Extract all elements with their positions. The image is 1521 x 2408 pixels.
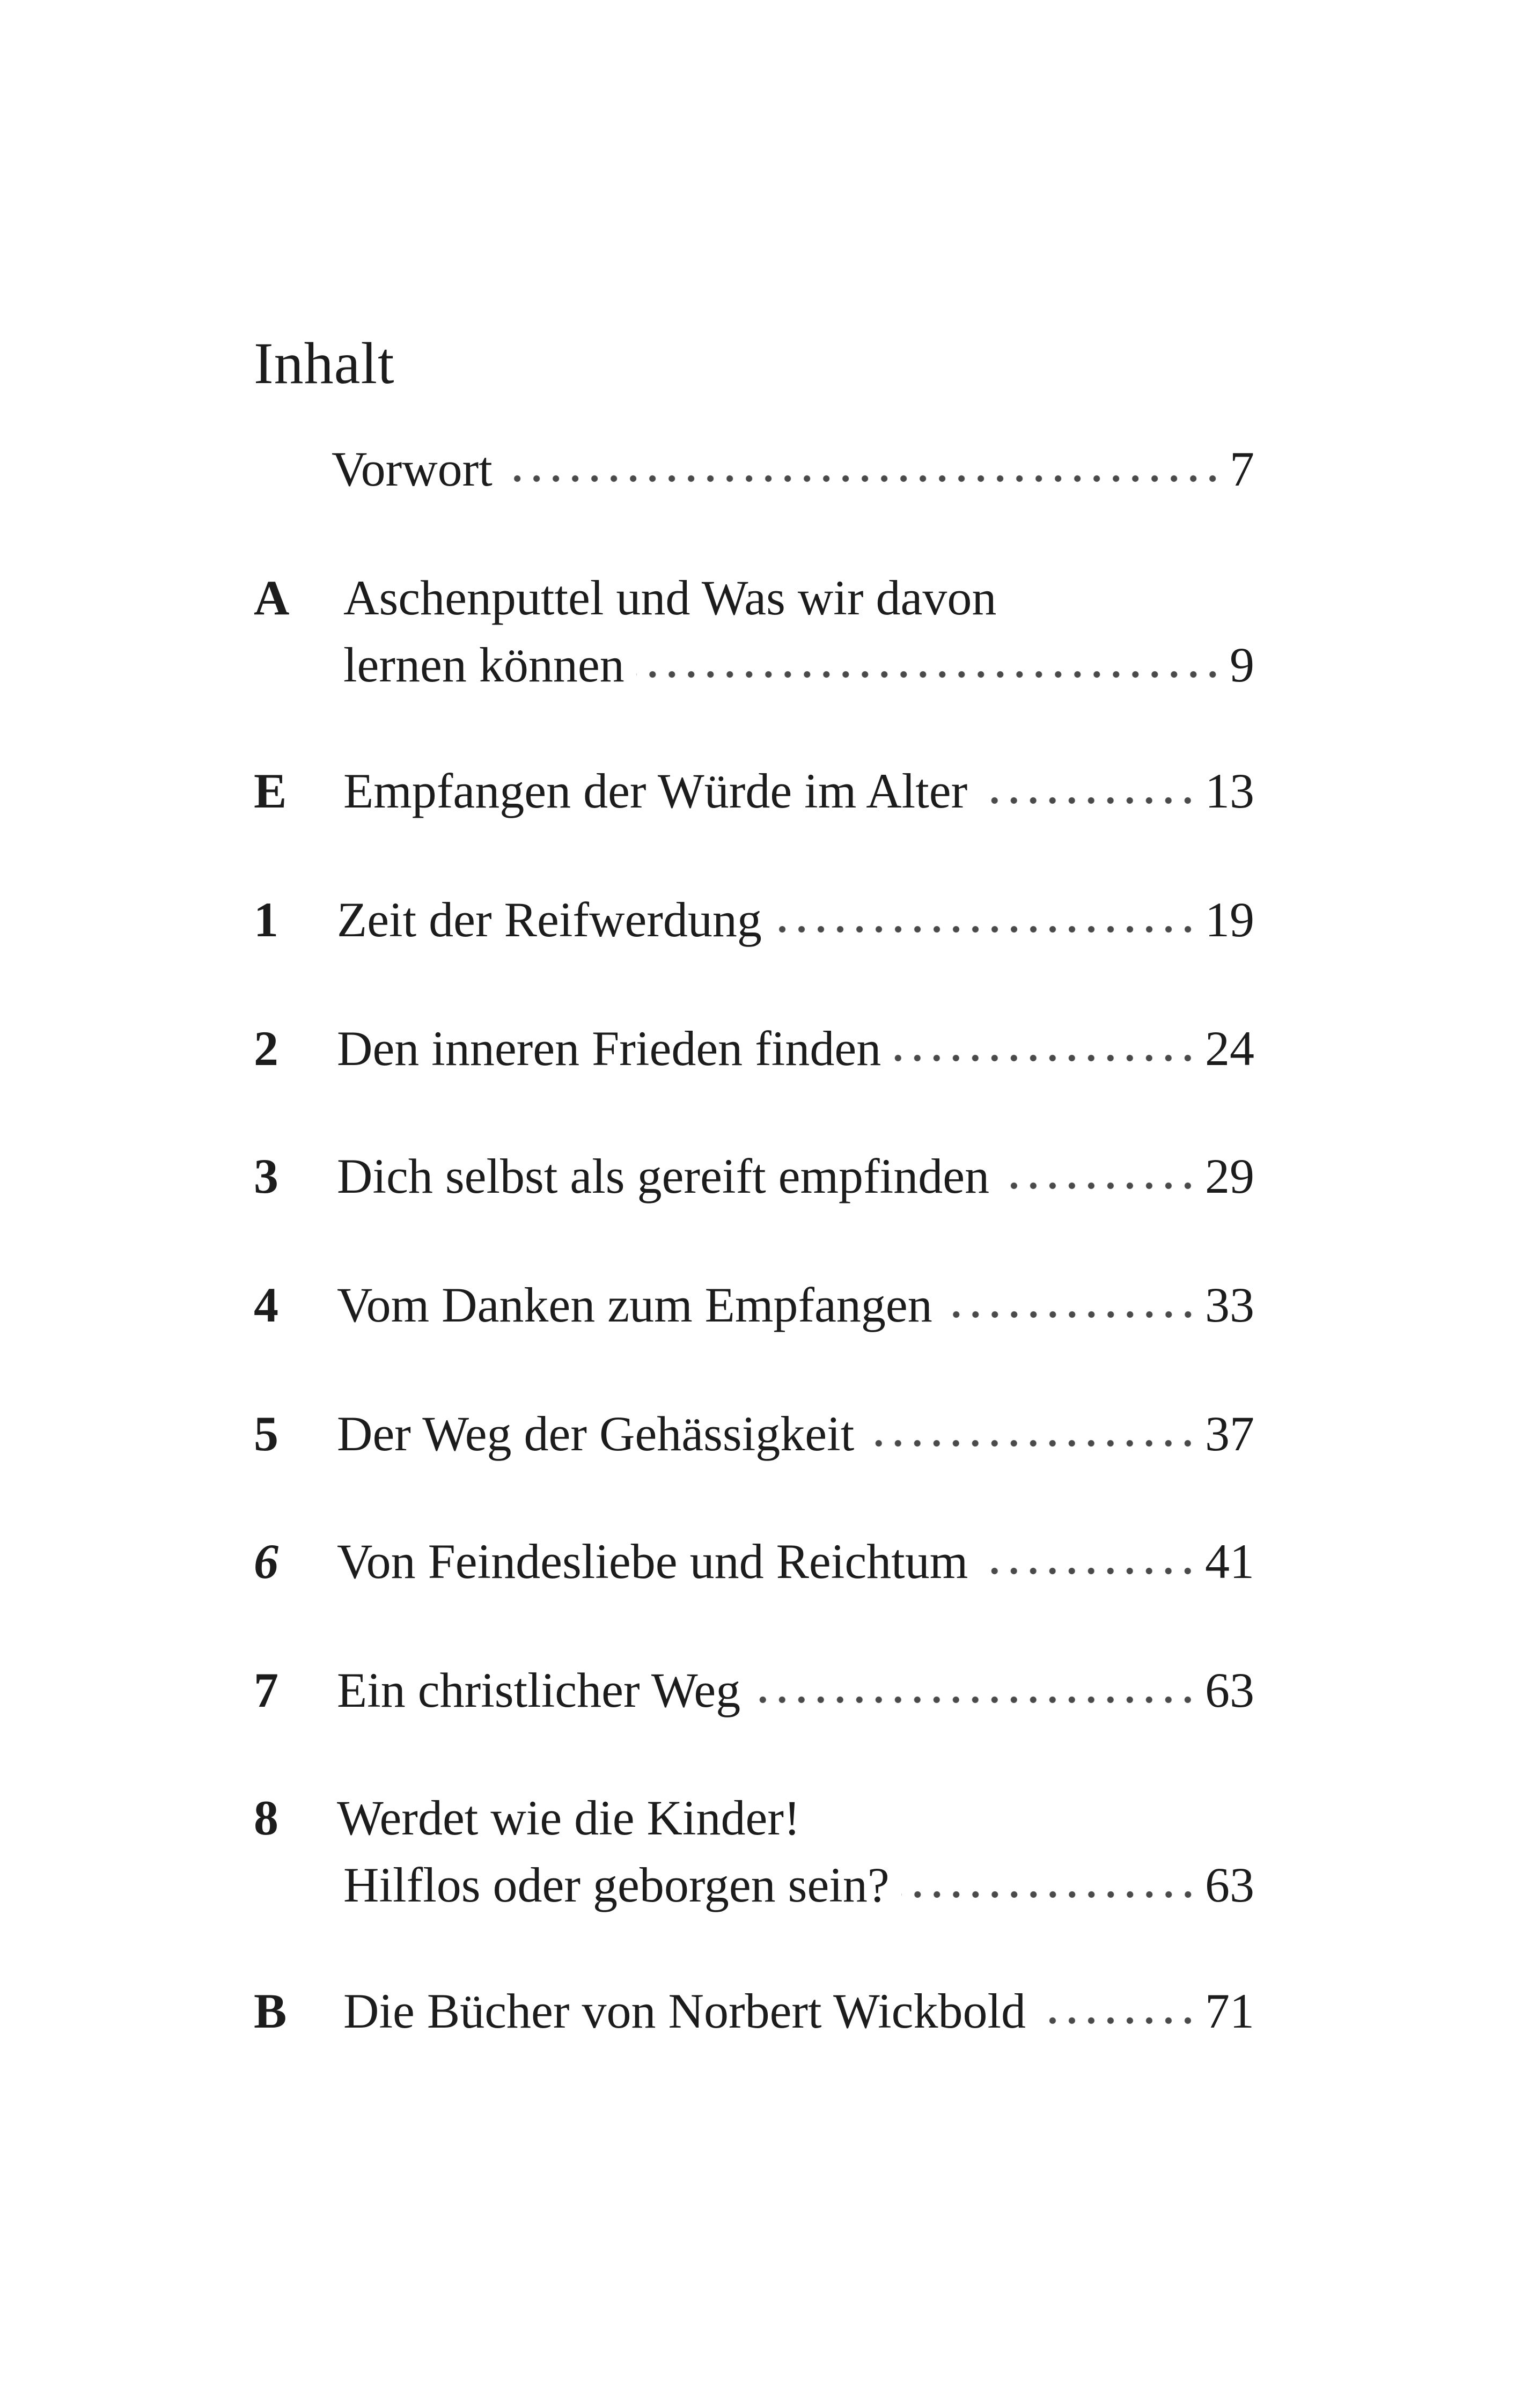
toc-entry-title: Die Bücher von Norbert Wickbold — [343, 1984, 1026, 2038]
toc-entry-key: 3 — [254, 1149, 278, 1203]
dot-leader — [893, 1051, 1197, 1065]
dot-leader — [636, 667, 1222, 681]
dot-leader — [944, 1308, 1197, 1322]
toc-entry-key: 6 — [254, 1534, 278, 1589]
toc-entry-line — [343, 1860, 1254, 1910]
toc-entry-key: 1 — [254, 892, 278, 947]
dot-leader — [1038, 2014, 1197, 2028]
dot-leader — [1001, 1179, 1197, 1193]
dot-leader — [504, 472, 1222, 486]
toc-page-number: 9 — [1230, 637, 1254, 692]
toc-entry-key: E — [254, 763, 287, 818]
toc-page-number: 7 — [1230, 442, 1254, 496]
toc-page-number: 41 — [1205, 1534, 1254, 1589]
toc-entry-key: 2 — [254, 1021, 278, 1076]
toc-page-number: 29 — [1205, 1149, 1254, 1203]
toc-entry-line — [343, 1986, 1254, 2036]
dot-leader — [980, 1564, 1197, 1578]
toc-entry-title-continued: lernen können — [343, 637, 624, 692]
dot-leader — [774, 922, 1197, 936]
toc-page-number: 63 — [1205, 1663, 1254, 1717]
toc-entry-line — [337, 1021, 1254, 1076]
toc-entry-title: Vom Danken zum Empfangen — [337, 1278, 932, 1332]
toc-entry-key: 5 — [254, 1406, 278, 1461]
toc-entry-line — [343, 570, 1254, 625]
toc-entry-key: 8 — [254, 1790, 278, 1845]
toc-page-number: 19 — [1205, 892, 1254, 947]
toc-entry-title: Dich selbst als gereift empfinden — [337, 1149, 990, 1203]
toc-entry-line — [337, 1280, 1254, 1330]
toc-entry-line — [337, 1151, 1254, 1201]
toc-page-number: 37 — [1205, 1406, 1254, 1461]
toc-entry-line — [332, 444, 1254, 494]
toc-entry-title: Aschenputtel und Was wir davon — [343, 570, 997, 625]
dot-leader — [979, 794, 1197, 807]
toc-entry-line — [337, 1790, 1254, 1845]
toc-entry-title: Von Feindesliebe und Reichtum — [337, 1534, 968, 1589]
toc-entry-line — [337, 1406, 1254, 1461]
toc-entry-key: B — [254, 1984, 287, 2038]
toc-page-number: 13 — [1205, 763, 1254, 818]
toc-entry-title: Ein christlicher Weg — [337, 1663, 741, 1717]
toc-page-number: 71 — [1205, 1984, 1254, 2038]
toc-entry-title: Empfangen der Würde im Alter — [343, 763, 968, 818]
dot-leader — [866, 1436, 1197, 1450]
toc-entry-line — [337, 892, 1254, 947]
dot-leader — [901, 1888, 1197, 1902]
toc-entry-key: 4 — [254, 1278, 278, 1332]
toc-entry-title: Der Weg der Gehässigkeit — [337, 1406, 855, 1461]
toc-entry-line — [337, 1665, 1254, 1715]
toc-entry-title: Vorwort — [332, 442, 493, 496]
toc-entry-title-continued: Hilflos oder geborgen sein? — [343, 1858, 890, 1912]
toc-entry-title: Werdet wie die Kinder! — [337, 1790, 800, 1845]
toc-entry-line — [343, 637, 1254, 692]
toc-page-number: 63 — [1205, 1858, 1254, 1912]
toc-page-number: 33 — [1205, 1278, 1254, 1332]
toc-entry-title: Den inneren Frieden finden — [337, 1021, 881, 1076]
toc-entry-line — [343, 763, 1254, 818]
toc-entry-key: A — [254, 570, 290, 625]
page-title: Inhalt — [254, 330, 395, 396]
dot-leader — [752, 1693, 1197, 1707]
toc-entry-line — [337, 1534, 1254, 1589]
toc-page-number: 24 — [1205, 1021, 1254, 1076]
toc-entry-title: Zeit der Reifwerdung — [337, 892, 762, 947]
toc-entry-key: 7 — [254, 1663, 278, 1717]
